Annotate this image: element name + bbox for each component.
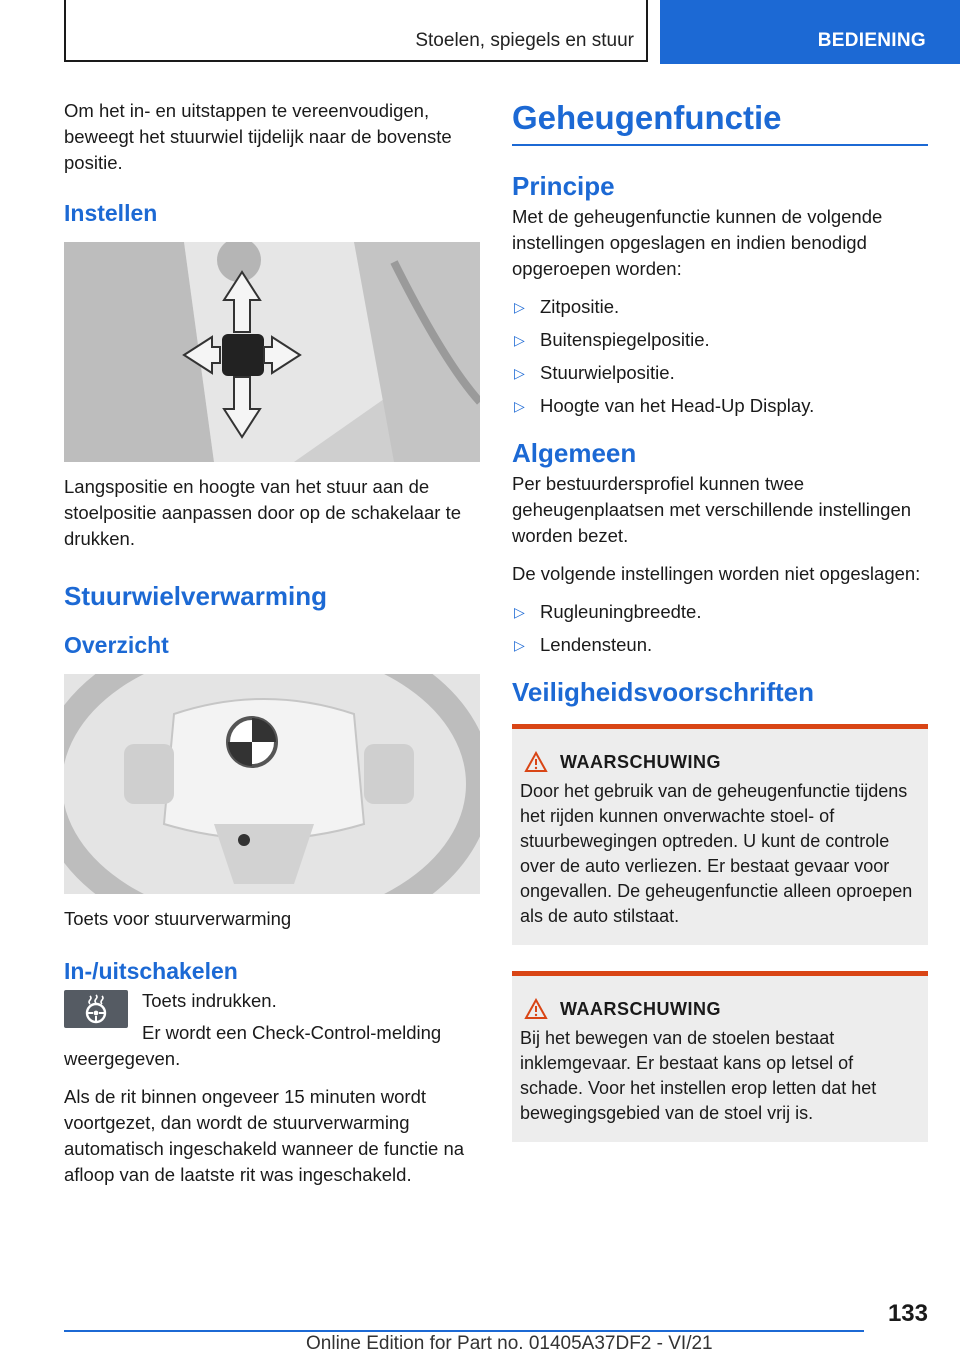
header-chapter-title: BEDIENING [817, 30, 926, 51]
steering-heating-icon [64, 990, 128, 1028]
list-item: ▷ Rugleuningbreedte. [512, 599, 928, 625]
algemeen-heading: Algemeen [512, 438, 637, 468]
memory-heading: Geheugenfunctie [512, 98, 928, 146]
warning-text: Door het gebruik van de geheugenfunctie tijdens het rijden kunnen onverwachte stoel- of stuurbewegingen optreden. U kunt de controle over de auto verliezen. Er bestaat gevaar voor ongevallen. De geheugenfunctie alleen oproepen als de auto stilstaat. [520, 781, 913, 926]
steering-heating-heading: Stuurwielverwarming [64, 581, 327, 611]
intro-paragraph: Om het in- en uitstappen te vereenvoudigen, beweegt het stuurwiel tijdelijk naar de bovenste positie. [64, 100, 452, 173]
triangle-right-icon: ▷ [514, 299, 525, 315]
steering-wheel-figure [64, 674, 480, 894]
onoff-paragraph: Als de rit binnen ongeveer 15 minuten wordt voortgezet, dan wordt de stuurverwarming automatisch ingeschakeld wanneer de functie na afloop van de laatste rit was ingeschakeld. [64, 1086, 465, 1185]
header-section-tab [64, 0, 648, 62]
warning-title: WAARSCHUWING [560, 751, 721, 772]
header-section-title: Stoelen, spiegels en stuur [415, 30, 634, 51]
figure2-caption: Toets voor stuurverwarming [64, 908, 292, 929]
steering-wheel-illustration [64, 674, 480, 894]
triangle-right-icon: ▷ [514, 398, 525, 414]
header-chapter-tab [660, 0, 960, 64]
triangle-right-icon: ▷ [514, 604, 525, 620]
warning-triangle-icon [524, 998, 548, 1020]
footer-divider [64, 1330, 864, 1332]
algemeen-text2: De volgende instellingen worden niet opgeslagen: [512, 563, 921, 584]
onoff-step2: Er wordt een Check-Control-melding weergegeven. [64, 1022, 442, 1069]
algemeen-list [512, 599, 928, 658]
overzicht-heading: Overzicht [64, 632, 169, 658]
steering-adjust-illustration [64, 242, 480, 462]
principe-text: Met de geheugenfunctie kunnen de volgende instellingen opgeslagen en indien benodigd opgeroepen worden: [512, 206, 883, 279]
list-item: ▷ Hoogte van het Head-Up Display. [512, 393, 928, 419]
list-item: ▷ Lendensteun. [512, 632, 928, 658]
list-item: ▷ Zitpositie. [512, 294, 928, 320]
list-item: ▷ Buitenspiegelpositie. [512, 327, 928, 353]
onoff-heading: In-/uitschakelen [64, 958, 238, 984]
principe-list [512, 294, 928, 419]
warning-text: Bij het bewegen van de stoelen bestaat inklemgevaar. Er bestaat kans op letsel of schade. Voor het instellen erop letten dat het bewegingsgebied van de stoel vrij is. [520, 1028, 877, 1123]
onoff-block [64, 988, 480, 1072]
steering-adjust-figure [64, 242, 480, 462]
safety-heading: Veiligheidsvoorschriften [512, 677, 814, 707]
onoff-step1: Toets indrukken. [142, 990, 277, 1011]
algemeen-text1: Per bestuurdersprofiel kunnen twee geheugenplaatsen met verschillende instellingen worden bezet. [512, 473, 912, 546]
right-column [512, 98, 928, 1142]
footer-edition: Online Edition for Part no. 01405A37DF2 - VI/21 [306, 1333, 713, 1354]
triangle-right-icon: ▷ [514, 332, 525, 348]
page-number: 133 [887, 1300, 928, 1327]
instellen-heading: Instellen [64, 200, 158, 226]
left-column [64, 98, 480, 1200]
warning-box-1 [512, 724, 928, 945]
list-item: ▷ Stuurwielpositie. [512, 360, 928, 386]
principe-heading: Principe [512, 171, 615, 201]
warning-triangle-icon [524, 751, 548, 773]
warning-box-2 [512, 971, 928, 1142]
triangle-right-icon: ▷ [514, 637, 525, 653]
triangle-right-icon: ▷ [514, 365, 525, 381]
figure1-caption: Langspositie en hoogte van het stuur aan de stoelpositie aanpassen door op de schakelaar te drukken. [64, 476, 461, 549]
warning-title: WAARSCHUWING [560, 998, 721, 1019]
steering-heating-button[interactable] [64, 990, 128, 1028]
